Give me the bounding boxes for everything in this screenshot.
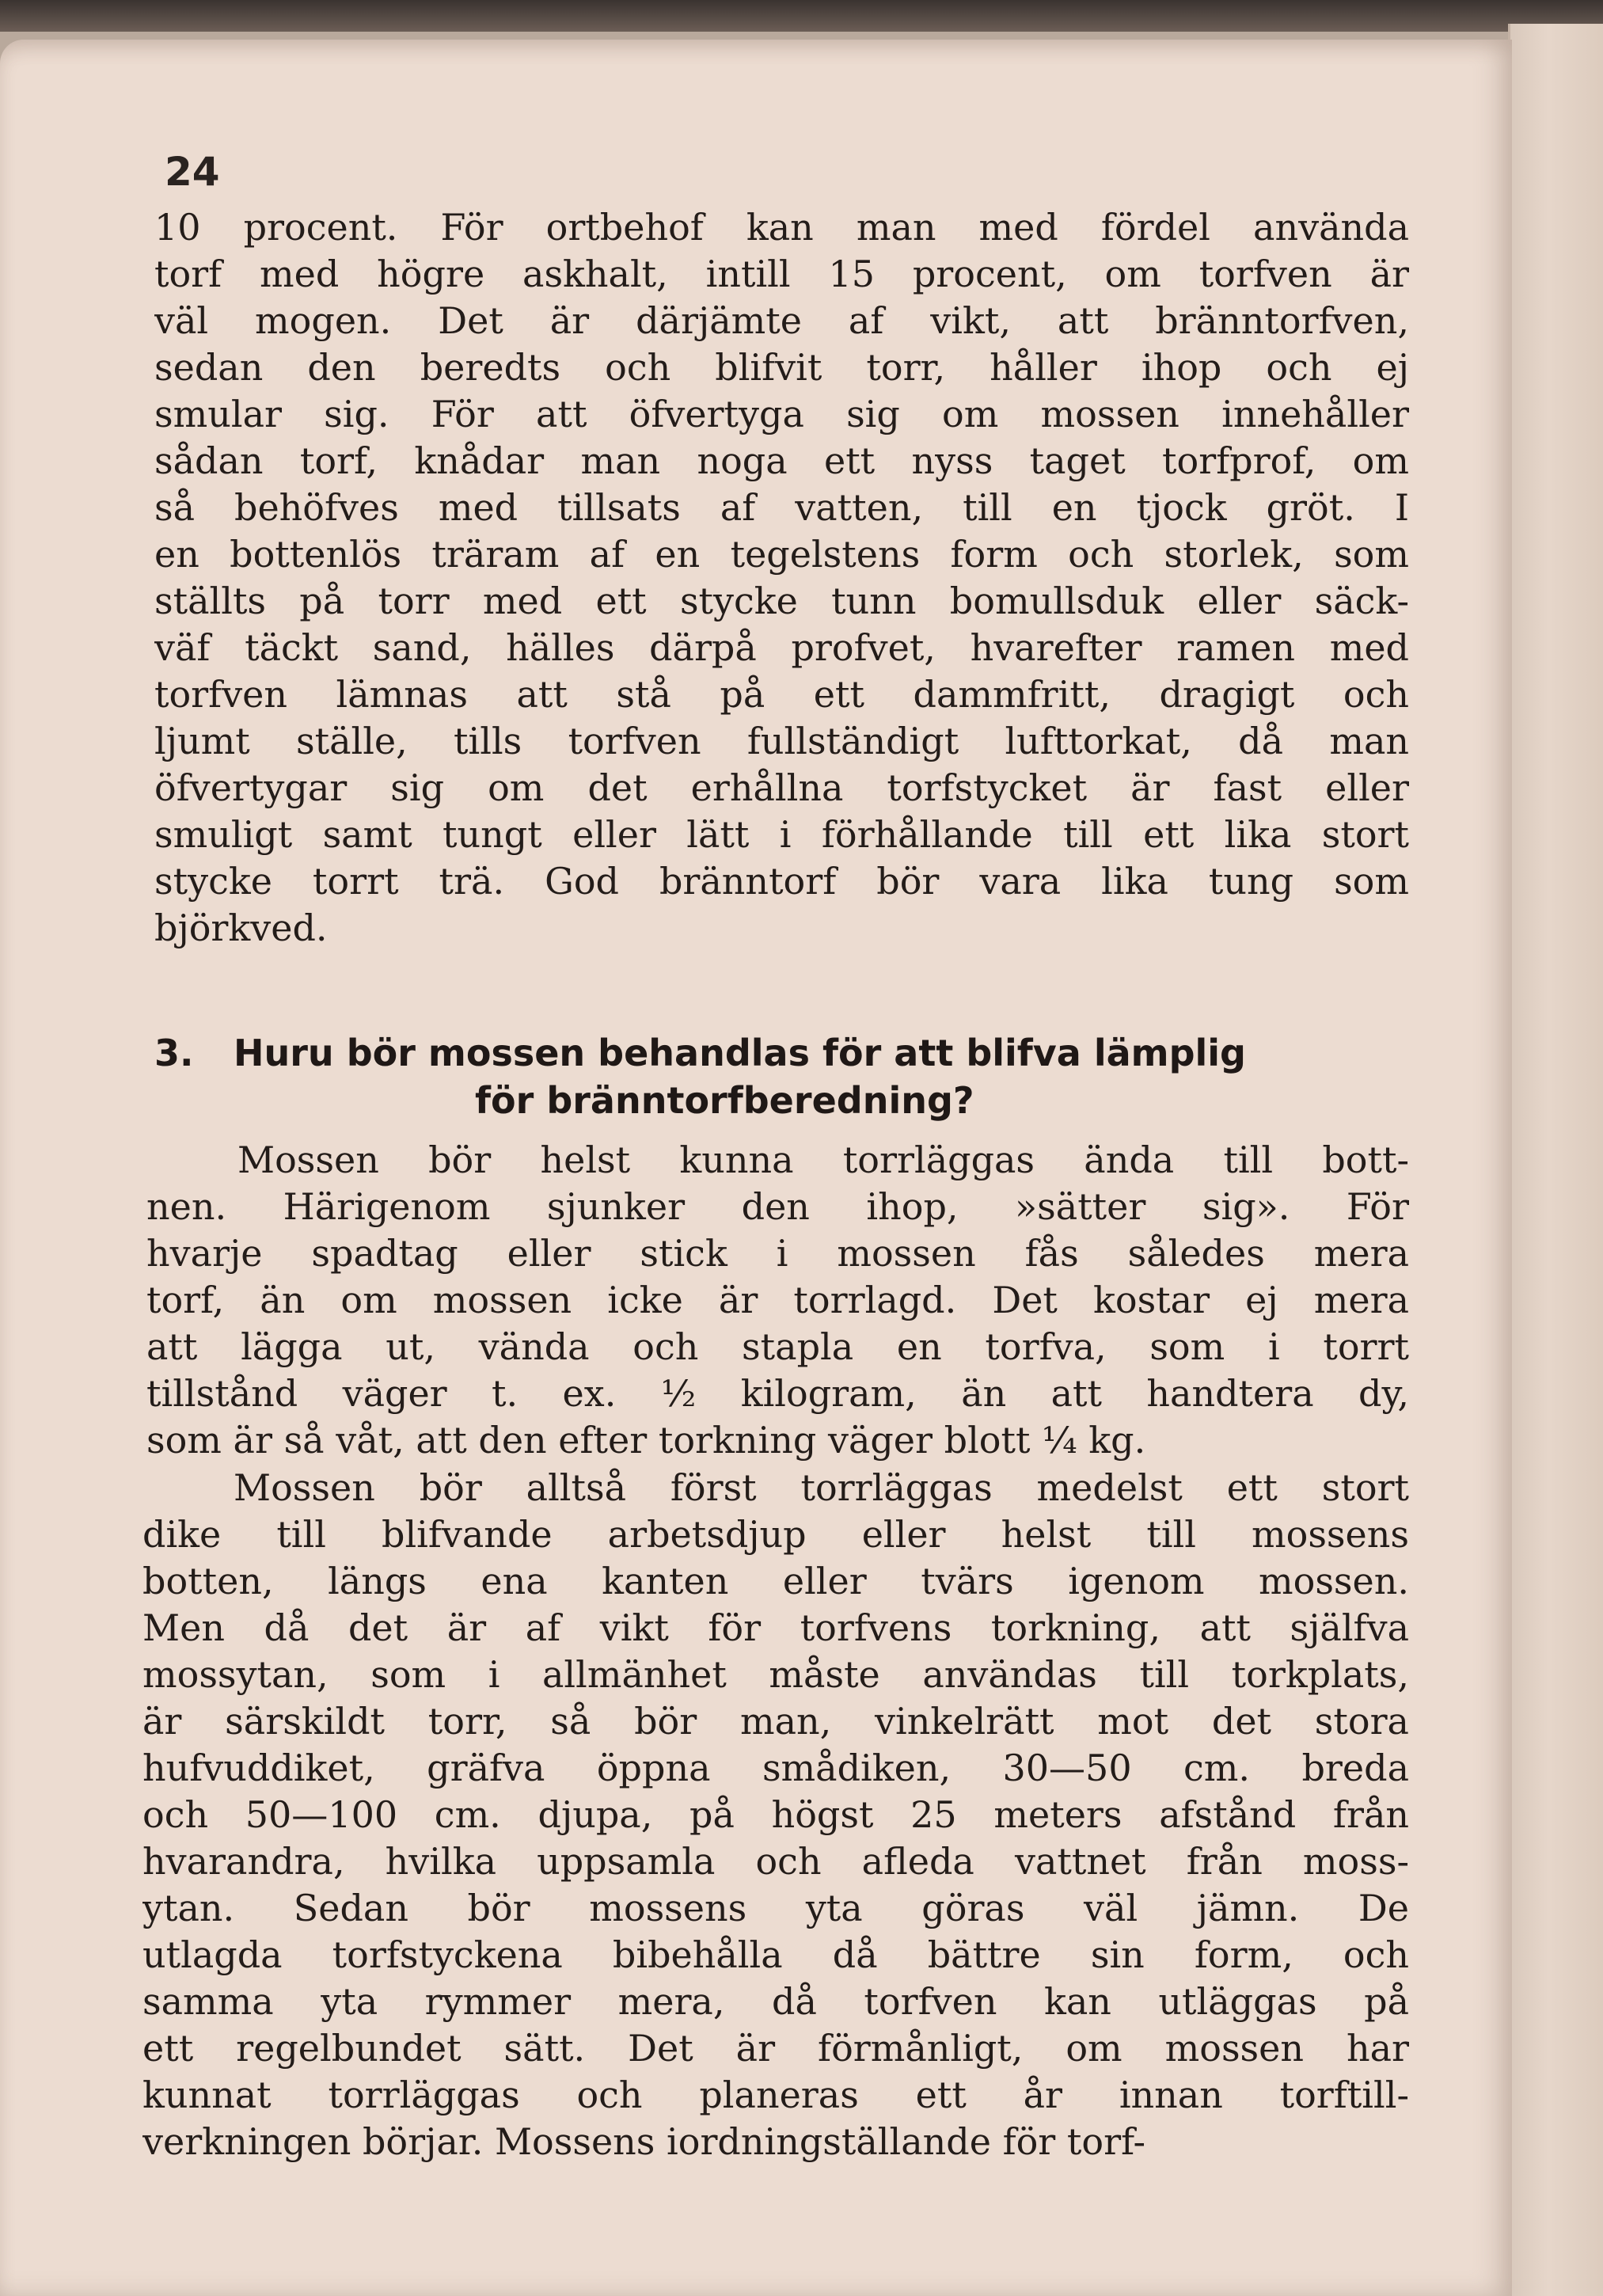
text-line: ett regelbundet sätt. Det är förmånligt, om mossen har [142,2027,1409,2070]
text-line: dike till blifvande arbetsdjup eller helst till mossens [142,1513,1409,1556]
text-line: och 50—100 cm. djupa, på högst 25 meters afstånd från [142,1793,1409,1836]
text-line: en bottenlös träram af en tegelstens form och storlek, som [154,533,1409,576]
text-line: mossytan, som i allmänhet måste användas till torkplats, [142,1653,1409,1696]
paragraph-1 [154,204,1409,952]
text-line: stycke torrt trä. God bränntorf bör vara lika tung som [154,860,1409,903]
text-line: kunnat torrläggas och planeras ett år innan torftill- [142,2074,1409,2116]
text-line: ytan. Sedan bör mossens yta göras väl jämn. De [142,1887,1409,1929]
text-line: hvarje spadtag eller stick i mossen fås således mera [146,1232,1409,1275]
section-number: 3. [154,1032,194,1074]
next-page-edge [1508,24,1603,2296]
scan-backdrop [0,0,1603,32]
text-line: så behöfves med tillsats af vatten, till en tjock gröt. I [154,486,1409,529]
text-line: torf med högre askhalt, intill 15 procent, om torfven är [154,253,1409,295]
text-line: verkningen börjar. Mossens iordningställande för torf- [142,2120,1145,2163]
text-line: sådan torf, knådar man noga ett nyss taget torfprof, om [154,439,1409,482]
text-line: botten, längs ena kanten eller tvärs igenom mossen. [142,1560,1409,1602]
text-line: torfven lämnas att stå på ett dammfritt, dragigt och [154,673,1409,716]
text-line: ställts på torr med ett stycke tunn bomullsduk eller säck- [154,580,1409,622]
text-line: 10 procent. För ortbehof kan man med fördel använda [154,206,1409,249]
text-line: sedan den beredts och blifvit torr, håller ihop och ej [154,346,1409,389]
text-line: hvarandra, hvilka uppsamla och afleda vattnet från moss- [142,1840,1409,1883]
text-line: smuligt samt tungt eller lätt i förhållande till ett lika stort [154,813,1409,856]
text-line: Mossen bör alltså först torrläggas medelst ett stort [234,1466,1409,1509]
text-line: att lägga ut, vända och stapla en torfva, som i torrt [146,1325,1409,1368]
text-line: torf, än om mossen icke är torrlagd. Det kostar ej mera [146,1279,1409,1321]
text-line: ljumt ställe, tills torfven fullständigt lufttorkat, då man [154,720,1409,762]
paragraph-2 [146,1137,1409,1464]
text-line: är särskildt torr, så bör man, vinkelrätt mot det stora [142,1700,1409,1743]
text-line: väl mogen. Det är därjämte af vikt, att bränntorfven, [154,299,1409,342]
paragraph-3 [142,1465,1409,2165]
text-line: smular sig. För att öfvertyga sig om mossen innehåller [154,393,1409,435]
text-line: samma yta rymmer mera, då torfven kan utläggas på [142,1980,1409,2023]
section-heading-line-2: för bränntorfberedning? [475,1079,974,1122]
text-line: som är så våt, att den efter torkning väger blott ¼ kg. [146,1419,1146,1462]
page-number: 24 [165,149,220,195]
text-line: Mossen bör helst kunna torrläggas ända till bott- [237,1138,1409,1181]
text-line: tillstånd väger t. ex. ½ kilogram, än att handtera dy, [146,1372,1409,1415]
section-heading-line-1: Huru bör mossen behandlas för att blifva lämplig [234,1032,1246,1074]
text-line: björkved. [154,907,328,949]
text-line: Men då det är af vikt för torfvens torkning, att själfva [142,1606,1409,1649]
text-line: öfvertygar sig om det erhållna torfstycket är fast eller [154,766,1409,809]
text-line: hufvuddiket, gräfva öppna smådiken, 30—50 cm. breda [142,1747,1409,1789]
text-line: väf täckt sand, hälles därpå profvet, hvarefter ramen med [154,626,1409,669]
text-line: nen. Härigenom sjunker den ihop, »sätter sig». För [146,1185,1409,1228]
text-line: utlagda torfstyckena bibehålla då bättre sin form, och [142,1933,1409,1976]
